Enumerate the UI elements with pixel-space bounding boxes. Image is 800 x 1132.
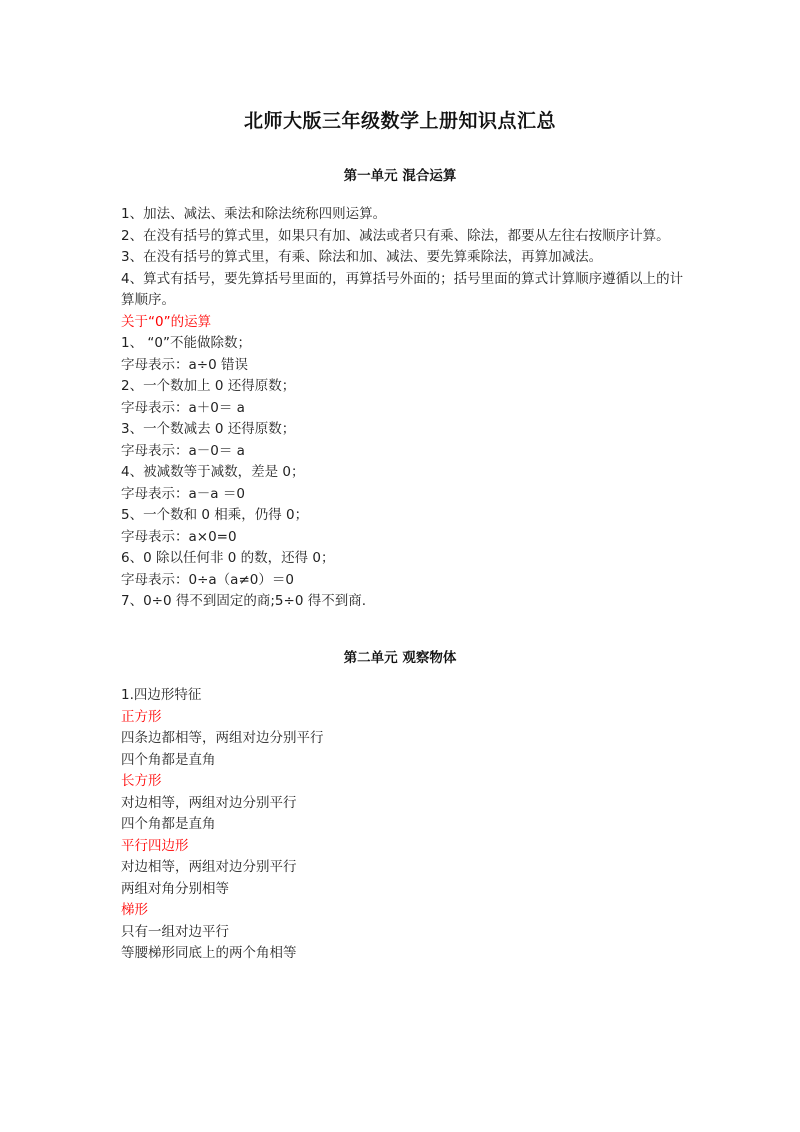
shape-name: 长方形	[121, 773, 162, 789]
zero-line: 5、一个数和 0 相乘，仍得 0；	[121, 507, 309, 523]
shape-trait: 对边相等，两组对边分别平行	[121, 859, 297, 875]
zero-line: 字母表示：0÷a（a≠0）＝0	[121, 571, 294, 588]
zero-line: 字母表示：a÷0 错误	[121, 356, 248, 373]
unit2-heading: 第二单元 观察物体	[343, 650, 457, 666]
unit2-content	[121, 685, 696, 965]
rule-4: 4、算式有括号，要先算括号里面的，再算括号外面的；括号里面的算式计算顺序遵循以上的计算顺序。	[121, 270, 684, 308]
shape-name: 平行四边形	[121, 837, 189, 854]
zero-line: 7、0÷0 得不到固定的商;5÷0 得不到商.	[121, 593, 366, 609]
zero-line: 字母表示：a－0＝ a	[121, 442, 245, 459]
zero-line: 1、 “0”不能做除数；	[121, 335, 251, 351]
rule-3: 3、在没有括号的算式里，有乘、除法和加、减法、要先算乘除法，再算加减法。	[121, 249, 603, 265]
shape-trait: 等腰梯形同底上的两个角相等	[121, 945, 297, 961]
rule-2: 2、在没有括号的算式里，如果只有加、减法或者只有乘、除法，都要从左往右按顺序计算。	[121, 227, 670, 244]
unit1-content	[121, 204, 696, 613]
shape-name: 正方形	[121, 708, 162, 725]
rule-1: 1、加法、减法、乘法和除法统称四则运算。	[121, 206, 387, 222]
shape-trait: 两组对角分别相等	[121, 880, 229, 897]
zero-line: 2、一个数加上 0 还得原数；	[121, 378, 296, 394]
zero-line: 4、被减数等于减数，差是 0；	[121, 464, 305, 480]
shape-trait: 只有一组对边平行	[121, 923, 229, 940]
zero-line: 字母表示：a＋0＝ a	[121, 399, 245, 416]
zero-line: 字母表示：a－a ＝0	[121, 485, 245, 502]
zero-heading: 关于“0”的运算	[121, 313, 212, 330]
unit1-heading: 第一单元 混合运算	[343, 168, 457, 184]
shape-trait: 四个角都是直角	[121, 816, 216, 832]
zero-line: 6、0 除以任何非 0 的数，还得 0；	[121, 550, 335, 566]
quadrilateral-intro: 1.四边形特征	[121, 687, 202, 703]
shape-name: 梯形	[121, 902, 148, 918]
zero-line: 字母表示：a×0=0	[121, 528, 237, 545]
shape-trait: 对边相等，两组对边分别平行	[121, 794, 297, 811]
zero-line: 3、一个数减去 0 还得原数；	[121, 421, 296, 437]
shape-trait: 四条边都相等，两组对边分别平行	[121, 730, 324, 746]
shape-trait: 四个角都是直角	[121, 751, 216, 768]
document-title: 北师大版三年级数学上册知识点汇总	[243, 110, 556, 132]
